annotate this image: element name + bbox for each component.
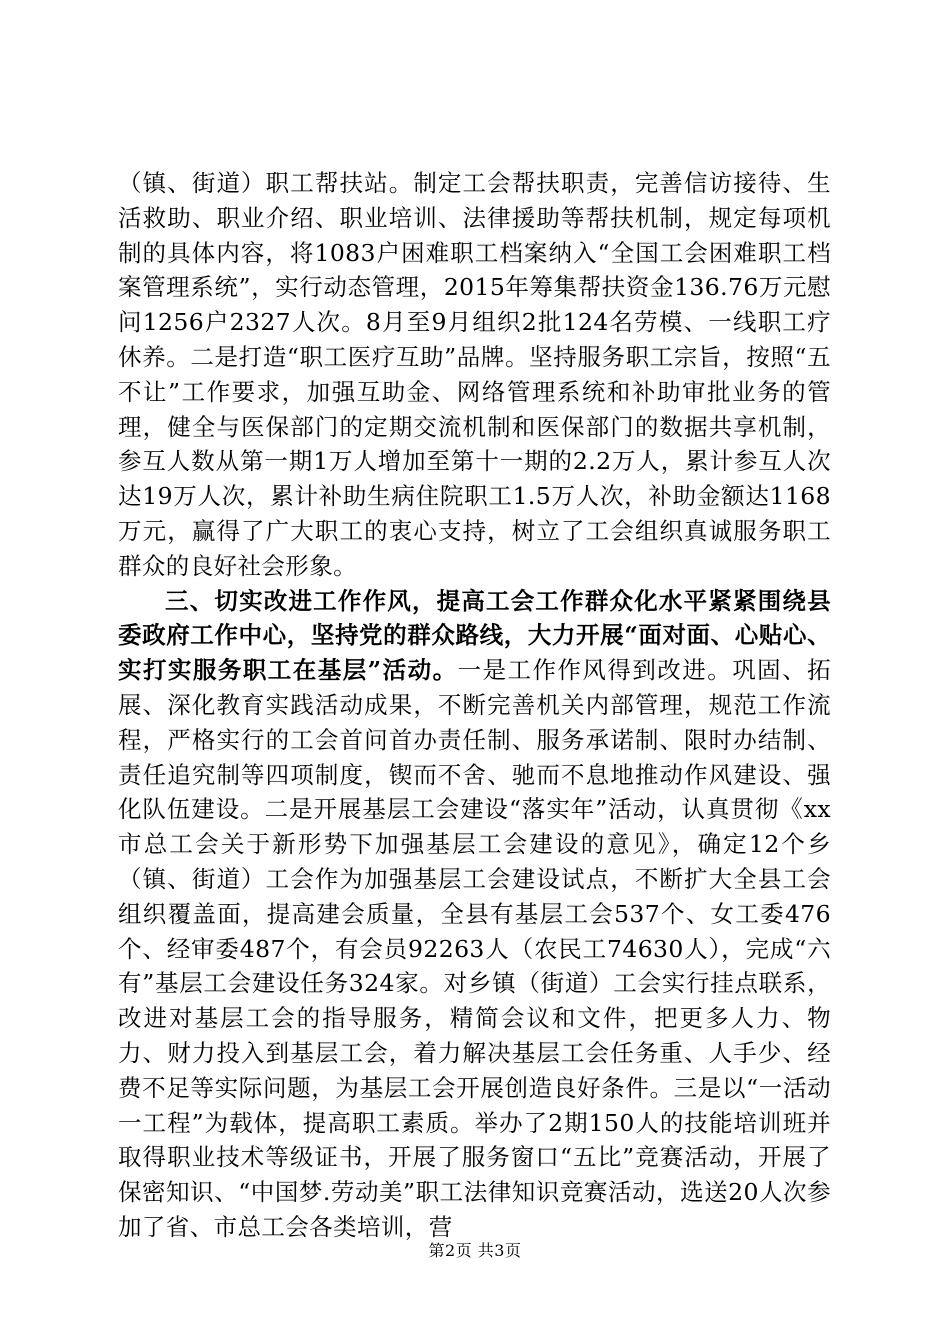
- paragraph-2: [118, 584, 831, 1245]
- document-body: [118, 166, 831, 1245]
- paragraph-1: [118, 166, 831, 584]
- section-3-heading: 三、切实改进工作作风，提高工会工作群众化水平紧紧围绕县委政府工作中心，坚持党的群众路线，大力开展“面对面、心贴心、实打实服务职工在基层”活动。: [118, 586, 831, 685]
- page-number-footer: 第2页 共3页: [428, 1241, 522, 1260]
- paragraph-1-text: （镇、街道）职工帮扶站。制定工会帮扶职责，完善信访接待、生活救助、职业介绍、职业培训、法律援助等帮扶机制，规定每项机制的具体内容，将1083户困难职工档案纳入“全国工会困难职工档案管理系统”，实行动态管理，2015年筹集帮扶资金136.76万元慰问1256户2327人次。8月至9月组织2批124名劳模、一线职工疗休养。二是打造“职工医疗互助”品牌。坚持服务职工宗旨，按照“五不让”工作要求，加强互助金、网络管理系统和补助审批业务的管理，健全与医保部门的定期交流机制和医保部门的数据共享机制，参互人数从第一期1万人增加至第十一期的2.2万人，累计参互人次达19万人次，累计补助生病住院职工1.5万人次，补助金额达1168万元，赢得了广大职工的衷心支持，树立了工会组织真诚服务职工群众的良好社会形象。: [118, 169, 831, 580]
- paragraph-2-text: 一是工作作风得到改进。巩固、拓展、深化教育实践活动成果，不断完善机关内部管理，规范工作流程，严格实行的工会首问首办责任制、服务承诺制、限时办结制、责任追究制等四项制度，锲而不舍、驰而不息地推动作风建设、强化队伍建设。二是开展基层工会建设“落实年”活动，认真贯彻《xx市总工会关于新形势下加强基层工会建设的意见》，确定12个乡（镇、街道）工会作为加强基层工会建设试点，不断扩大全县工会组织覆盖面，提高建会质量，全县有基层工会537个、女工委476个、经审委487个，有会员92263人（农民工74630人），完成“六有”基层工会建设任务324家。对乡镇（街道）工会实行挂点联系，改进对基层工会的指导服务，精简会议和文件，把更多人力、物力、财力投入到基层工会，着力解决基层工会任务重、人手少、经费不足等实际问题，为基层工会开展创造良好条件。三是以“一活动一工程”为载体，提高职工素质。举办了2期150人的技能培训班并取得职业技术等级证书，开展了服务窗口“五比”竞赛活动，开展了保密知识、“中国梦.劳动美”职工法律知识竞赛活动，选送20人次参加了省、市总工会各类培训，营: [118, 656, 831, 1241]
